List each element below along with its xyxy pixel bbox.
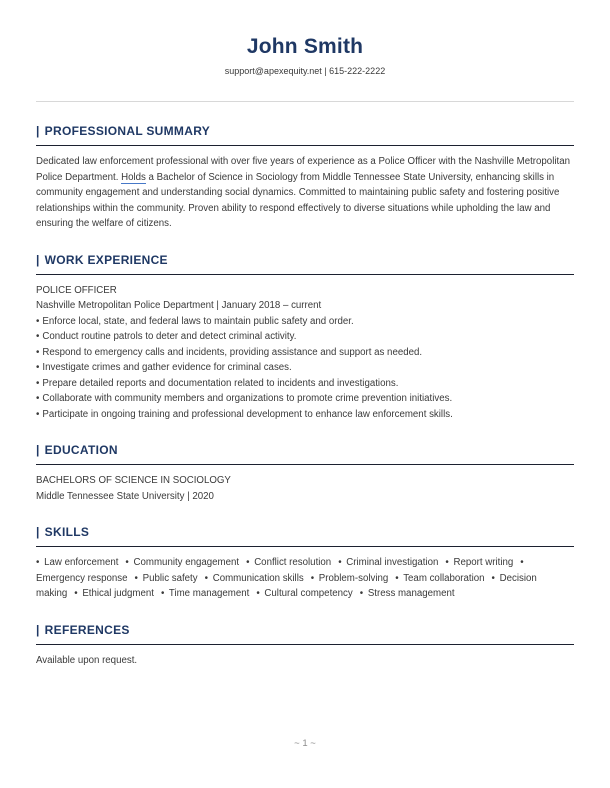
summary-text-after: a Bachelor of Science in Sociology from Middle Tennessee State University, enhancing skills in community engagement and understanding social dynamics. Committed to maintaining public safety and fostering positive relationships within the community. Proven ability to respond effectively to diverse situations while upholding the law and ensuring the welfare of citizens. xyxy=(36,171,560,229)
section-work-experience xyxy=(36,253,574,423)
bullet-icon: • xyxy=(36,393,40,404)
job-duty-item xyxy=(36,314,574,330)
grammar-underlined-word[interactable]: Holds xyxy=(121,171,146,183)
document-header xyxy=(36,34,574,77)
header-divider xyxy=(36,101,574,102)
bullet-icon: • xyxy=(36,377,40,389)
job-duty-item xyxy=(36,376,574,392)
section-heading-label: EDUCATION xyxy=(44,443,118,457)
job-duty-item xyxy=(36,345,574,361)
skill-item xyxy=(246,557,331,568)
skill-item xyxy=(161,588,249,599)
bullet-icon: • xyxy=(520,557,524,568)
bullet-icon: • xyxy=(204,572,208,584)
job-duty-text: Investigate crimes and gather evidence for criminal cases. xyxy=(42,362,292,373)
skill-text: Team collaboration xyxy=(403,572,485,584)
bullet-icon: • xyxy=(256,588,260,599)
skill-item xyxy=(311,573,389,584)
job-duty-text: Collaborate with community members and organizations to promote crime prevention initiatives. xyxy=(42,393,453,404)
section-heading-label: SKILLS xyxy=(44,525,90,539)
references-body xyxy=(36,653,574,669)
skill-text: Criminal investigation xyxy=(346,557,439,568)
bullet-icon: • xyxy=(36,331,40,342)
bullet-icon: • xyxy=(395,572,399,584)
job-duty-text: Prepare detailed reports and documentation related to incidents and investigations. xyxy=(42,377,399,389)
bullet-icon: • xyxy=(160,588,165,599)
job-duty-text: Participate in ongoing training and professional development to enhance law enforcement skills. xyxy=(42,408,453,420)
section-heading-label: REFERENCES xyxy=(44,622,130,637)
work-experience-body xyxy=(36,283,574,423)
heading-pipe-glyph: | xyxy=(36,525,40,539)
skill-item xyxy=(445,557,513,568)
skill-text: Stress management xyxy=(367,588,455,599)
bullet-icon: • xyxy=(36,315,40,327)
employer-and-dates: Nashville Metropolitan Police Department | January 2018 – current xyxy=(36,300,322,311)
skill-item xyxy=(205,573,304,584)
section-skills xyxy=(36,525,574,602)
section-education xyxy=(36,443,574,504)
skill-text: Report writing xyxy=(453,557,514,568)
education-body xyxy=(36,473,574,504)
bullet-icon: • xyxy=(491,572,495,584)
skill-item xyxy=(395,573,484,584)
skill-text: Community engagement xyxy=(133,557,240,568)
section-heading-professional-summary xyxy=(36,124,574,146)
skill-text: Emergency response xyxy=(36,572,128,584)
heading-pipe-glyph: | xyxy=(36,124,40,138)
skill-item xyxy=(36,557,118,568)
bullet-icon: • xyxy=(310,572,315,584)
job-duty-text: Respond to emergency calls and incidents, providing assistance and support as needed. xyxy=(42,346,423,358)
skill-text: Decision making xyxy=(36,572,537,599)
bullet-icon: • xyxy=(359,588,364,599)
section-heading-work-experience xyxy=(36,253,574,275)
skill-text: Ethical judgment xyxy=(82,588,154,599)
skill-text: Time management xyxy=(168,588,250,599)
bullet-icon: • xyxy=(36,346,40,358)
section-heading-label: PROFESSIONAL SUMMARY xyxy=(44,124,211,138)
skill-text: Communication skills xyxy=(212,572,304,584)
bullet-icon: • xyxy=(338,557,342,568)
skill-text: Public safety xyxy=(142,572,198,584)
contact-line: support@apexequity.net | 615-222-2222 xyxy=(224,66,386,76)
heading-pipe-glyph: | xyxy=(36,622,40,637)
references-text: Available upon request. xyxy=(36,654,138,666)
skill-item xyxy=(338,557,438,568)
job-title: POLICE OFFICER xyxy=(36,284,117,296)
job-duty-item xyxy=(36,407,574,423)
heading-pipe-glyph: | xyxy=(36,252,40,267)
degree-title: BACHELORS OF SCIENCE IN SOCIOLOGY xyxy=(36,475,231,486)
job-duty-item xyxy=(36,391,574,407)
bullet-icon: • xyxy=(134,572,138,584)
skill-text: Law enforcement xyxy=(44,557,119,568)
bullet-icon: • xyxy=(36,408,40,420)
skill-text: Problem-solving xyxy=(318,572,389,584)
candidate-name: John Smith xyxy=(246,35,364,58)
bullet-icon: • xyxy=(246,557,250,568)
skills-list xyxy=(36,555,574,602)
section-professional-summary xyxy=(36,124,574,232)
section-heading-education xyxy=(36,443,574,465)
bullet-icon: • xyxy=(36,557,40,568)
section-references xyxy=(36,623,574,669)
summary-text-before: Dedicated law enforcement professional with over five years of experience as a Police Officer with the Nashville Metropolitan Police Department. xyxy=(36,156,570,183)
page-number: ~ 1 ~ xyxy=(294,738,316,749)
skill-item xyxy=(125,557,239,568)
section-heading-skills xyxy=(36,525,574,547)
job-duty-text: Conduct routine patrols to deter and detect criminal activity. xyxy=(42,331,297,342)
skill-item xyxy=(256,588,352,599)
skill-item xyxy=(360,588,455,599)
job-duty-item xyxy=(36,329,574,345)
school-and-year: Middle Tennessee State University | 2020 xyxy=(36,490,214,502)
job-duties-list xyxy=(36,314,574,423)
skill-text: Cultural competency xyxy=(264,588,353,599)
heading-pipe-glyph: | xyxy=(36,443,40,457)
skill-item xyxy=(135,573,198,584)
job-duty-item xyxy=(36,360,574,376)
skill-item xyxy=(74,588,154,599)
bullet-icon: • xyxy=(74,588,78,599)
bullet-icon: • xyxy=(36,362,40,373)
bullet-icon: • xyxy=(125,557,129,568)
skill-text: Conflict resolution xyxy=(254,557,332,568)
section-heading-label: WORK EXPERIENCE xyxy=(44,252,168,267)
section-heading-references xyxy=(36,623,574,645)
job-duty-text: Enforce local, state, and federal laws to maintain public safety and order. xyxy=(42,315,354,327)
summary-paragraph xyxy=(36,154,574,232)
bullet-icon: • xyxy=(445,557,449,568)
